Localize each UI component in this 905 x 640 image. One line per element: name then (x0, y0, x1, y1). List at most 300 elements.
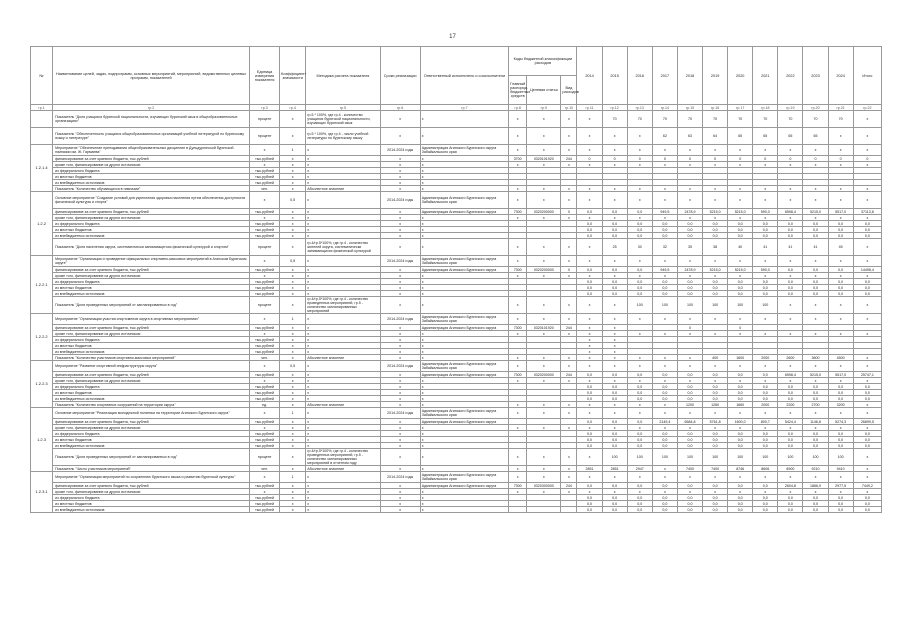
row-grbs: x (509, 239, 527, 256)
row-total: x (853, 378, 881, 384)
row-year-value: x (728, 273, 753, 279)
row-term: 2014-2024 годы (380, 145, 420, 156)
row-total: 0,0 (853, 285, 881, 291)
row-coefficient: x (280, 378, 306, 384)
row-term: x (380, 483, 420, 489)
row-coefficient: x (280, 285, 306, 291)
row-name: из внебюджетных источников (53, 507, 250, 513)
row-code (31, 111, 53, 128)
row-name: из местных бюджетов (53, 285, 250, 291)
row-expense-type (561, 507, 577, 513)
row-term: x (380, 443, 420, 449)
row-year-value: 2478,9 (677, 209, 702, 215)
row-year-value: 5215,0 (728, 209, 753, 215)
row-year-value: x (803, 297, 828, 314)
column-number: гр.22 (853, 105, 881, 111)
row-total: x (853, 273, 881, 279)
row-executor: x (420, 215, 508, 221)
row-unit: тыс.рублей (250, 507, 280, 513)
row-year-value: 25 (602, 239, 627, 256)
row-year-value: 0,0 (753, 221, 778, 227)
row-year-value: x (577, 355, 602, 361)
row-name: из внебюджетных источников (53, 443, 250, 449)
row-year-value: x (577, 256, 602, 267)
row-year-value: 0,0 (803, 285, 828, 291)
row-year-value: 1146,8 (803, 419, 828, 425)
row-grbs: x (509, 449, 527, 466)
row-year-value: 7400 (703, 466, 728, 472)
row-year-value: 0,0 (753, 443, 778, 449)
row-year-value: x (652, 355, 677, 361)
row-year-value: 0,0 (703, 507, 728, 513)
row-year-value: 2947 (627, 466, 652, 472)
row-year-value: 0,0 (703, 279, 728, 285)
row-method: x (306, 425, 380, 431)
row-year-value: 0,0 (703, 495, 728, 501)
row-year-value: x (753, 489, 778, 495)
row-year-value: 0,0 (602, 279, 627, 285)
column-number: гр.4 (280, 105, 306, 111)
row-total: 0,0 (853, 221, 881, 227)
row-executor: x (420, 273, 508, 279)
row-name: кроме того, финансирование из других источников: (53, 489, 250, 495)
row-target-article: x (527, 111, 561, 128)
row-year-value: x (803, 331, 828, 337)
row-executor: x (420, 396, 508, 402)
row-total: 0,0 (853, 390, 881, 396)
row-year-value: 0,0 (577, 419, 602, 425)
row-executor: x (420, 227, 508, 233)
row-year-value: x (778, 331, 803, 337)
column-number: гр.2 (53, 105, 250, 111)
row-name: Показатель "Количество обучающихся в гимназии" (53, 186, 250, 192)
row-name: финансирование за счет краевого бюджета, тыс.рублей (53, 267, 250, 273)
row-unit: x (250, 162, 280, 168)
row-year-value: 0,0 (677, 384, 702, 390)
row-year-value: x (652, 472, 677, 483)
row-total: x (853, 145, 881, 156)
row-name: кроме того, финансирование из других источников: (53, 162, 250, 168)
row-year-value: x (577, 128, 602, 145)
row-method: x (306, 443, 380, 449)
row-method: x (306, 331, 380, 337)
row-method: x (306, 408, 380, 419)
row-coefficient: x (280, 419, 306, 425)
row-year-value: x (778, 192, 803, 209)
row-year-value: 0,0 (602, 372, 627, 378)
row-name: из федерального бюджета (53, 384, 250, 390)
row-method: x (306, 396, 380, 402)
row-year-value: 0,0 (703, 291, 728, 297)
row-method: x (306, 349, 380, 355)
row-target-article: x (527, 408, 561, 419)
row-year-value: x (753, 314, 778, 325)
row-expense-type: x (561, 402, 577, 408)
row-year-value: 949,5 (652, 267, 677, 273)
row-unit: тыс.рублей (250, 227, 280, 233)
row-year-value: x (627, 162, 652, 168)
row-year-value: 0,0 (753, 390, 778, 396)
row-year-value: x (652, 192, 677, 209)
row-year-value: 70 (602, 111, 627, 128)
row-total: 0,0 (853, 495, 881, 501)
row-executor: x (420, 156, 508, 162)
row-year-value: x (828, 378, 853, 384)
row-year-value: x (577, 297, 602, 314)
row-year-value: x (703, 361, 728, 372)
row-year-value: x (703, 186, 728, 192)
row-term: x (380, 180, 420, 186)
row-term: x (380, 291, 420, 297)
row-year-value: 0,0 (728, 227, 753, 233)
row-year-value: 1660 (728, 402, 753, 408)
row-unit: x (250, 145, 280, 156)
row-total: 0,0 (853, 396, 881, 402)
row-unit: процент (250, 128, 280, 145)
row-year-value: x (677, 408, 702, 419)
row-unit: тыс.рублей (250, 431, 280, 437)
row-year-value: x (577, 378, 602, 384)
row-year-value: 0,0 (828, 507, 853, 513)
row-unit: тыс.рублей (250, 443, 280, 449)
row-coefficient: x (280, 483, 306, 489)
row-executor: x (420, 180, 508, 186)
row-year-value: 0,0 (652, 285, 677, 291)
row-year-value: 0,0 (577, 483, 602, 489)
row-unit: чел. (250, 355, 280, 361)
row-expense-type: 0 (561, 267, 577, 273)
header-year: 2020 (728, 47, 753, 105)
column-number: гр.5 (306, 105, 380, 111)
row-year-value: 0,0 (753, 495, 778, 501)
row-year-value: 2851 (602, 466, 627, 472)
row-year-value: x (803, 162, 828, 168)
row-year-value: x (627, 408, 652, 419)
row-year-value: 6598,4 (778, 209, 803, 215)
row-year-value: 6584,8 (677, 419, 702, 425)
row-executor: x (420, 355, 508, 361)
row-name: из местных бюджетов (53, 343, 250, 349)
row-year-value: x (627, 192, 652, 209)
row-target-article: 0320101920 (527, 156, 561, 162)
row-year-value: x (602, 314, 627, 325)
row-year-value: x (652, 145, 677, 156)
row-year-value: x (677, 361, 702, 372)
row-term: x (380, 273, 420, 279)
row-grbs: 7300 (509, 325, 527, 331)
row-total: 0,0 (853, 227, 881, 233)
row-term: x (380, 343, 420, 349)
row-unit: тыс.рублей (250, 233, 280, 239)
row-year-value: 1260 (703, 402, 728, 408)
row-year-value: x (828, 128, 853, 145)
row-year-value: x (652, 314, 677, 325)
row-year-value: 2851 (577, 466, 602, 472)
row-unit: x (250, 192, 280, 209)
row-year-value: x (627, 425, 652, 431)
row-name: Показатель "Обеспеченность учащихся общеобразовательных организаций учебной литературой по бурятскому языку и литературе" (53, 128, 250, 145)
row-year-value: 3600 (803, 355, 828, 361)
row-target-article: x (527, 425, 561, 431)
row-year-value: 0,0 (577, 390, 602, 396)
row-year-value: x (753, 273, 778, 279)
row-year-value: 0,0 (652, 437, 677, 443)
row-year-value: 70 (677, 111, 702, 128)
column-number: гр.14 (652, 105, 677, 111)
row-unit: тыс.рублей (250, 495, 280, 501)
row-year-value: 0,0 (778, 291, 803, 297)
row-year-value: 0,0 (728, 483, 753, 489)
row-total: x (853, 425, 881, 431)
row-total: x (853, 489, 881, 495)
row-name: из федерального бюджета (53, 495, 250, 501)
column-number: гр.21 (828, 105, 853, 111)
row-year-value: x (803, 145, 828, 156)
row-executor: Администрация Агинского Бурятского округа (420, 267, 508, 273)
row-target-article: x (527, 145, 561, 156)
column-number: гр.7 (420, 105, 508, 111)
row-total: x (853, 111, 881, 128)
row-expense-type: x (561, 128, 577, 145)
row-year-value: 0,0 (602, 291, 627, 297)
row-year-value: x (703, 145, 728, 156)
row-unit: тыс.рублей (250, 483, 280, 489)
row-year-value: 70 (803, 111, 828, 128)
row-name: Показатель "Доля населения округа, систематически занимающегося физической культурой и спортом" (53, 239, 250, 256)
row-name: Мероприятие "Организация и проведение официальных спортивно-массовых мероприятий в Агинском Бурятском округе" (53, 256, 250, 267)
row-unit: тыс.рублей (250, 209, 280, 215)
row-year-value: 5215,0 (803, 209, 828, 215)
row-term: x (380, 221, 420, 227)
row-coefficient: 1 (280, 314, 306, 325)
row-year-value: x (728, 256, 753, 267)
row-name: Показатель "Количество участников спортивно-массовых мероприятий" (53, 355, 250, 361)
row-expense-type: 244 (561, 156, 577, 162)
header-year: 2023 (803, 47, 828, 105)
row-year-value: 0,0 (602, 221, 627, 227)
row-year-value: x (803, 489, 828, 495)
row-year-value: 0,0 (803, 390, 828, 396)
row-method: гр.4/гр.5*100%, где гр.4 - количество проведенных мероприятий, гр.5 - количество запланированных мероприятий (306, 297, 380, 314)
row-year-value: x (778, 361, 803, 372)
row-year-value: x (753, 408, 778, 419)
row-unit: x (250, 273, 280, 279)
row-year-value: 0,0 (602, 396, 627, 402)
row-name: из федерального бюджета (53, 431, 250, 437)
row-year-value: x (577, 239, 602, 256)
row-coefficient: x (280, 180, 306, 186)
row-year-value: x (778, 425, 803, 431)
row-total: x (853, 331, 881, 337)
row-year-value: 0,0 (778, 221, 803, 227)
row-executor: Администрация Агинского Бурятского округа (420, 483, 508, 489)
row-total: x (853, 162, 881, 168)
row-target-article (527, 507, 561, 513)
row-code: 1.2.1.4 (31, 145, 53, 192)
row-grbs: x (509, 128, 527, 145)
row-term: x (380, 168, 420, 174)
row-year-value: 0,0 (627, 501, 652, 507)
column-number: гр.20 (803, 105, 828, 111)
row-method: x (306, 361, 380, 372)
table-row (31, 361, 882, 372)
table-row (31, 449, 882, 466)
row-year-value: 0,0 (778, 501, 803, 507)
row-year-value: x (828, 273, 853, 279)
row-name: кроме того, финансирование из других источников: (53, 273, 250, 279)
row-executor: Администрация Агинского Бурятского округа Забайкальского края (420, 472, 508, 483)
row-term: x (380, 156, 420, 162)
row-year-value: x (577, 192, 602, 209)
row-executor: x (420, 111, 508, 128)
row-grbs: x (509, 378, 527, 384)
row-year-value: 1600 (728, 355, 753, 361)
row-year-value: x (828, 186, 853, 192)
row-year-value: x (703, 215, 728, 221)
row-grbs: x (509, 162, 527, 168)
row-coefficient: x (280, 215, 306, 221)
row-year-value: 0,0 (602, 419, 627, 425)
row-year-value: x (627, 472, 652, 483)
row-unit: тыс.рублей (250, 337, 280, 343)
header-row (31, 47, 882, 76)
row-total: 0,0 (853, 437, 881, 443)
row-executor: x (420, 449, 508, 466)
header-year: 2015 (602, 47, 627, 105)
row-executor: x (420, 186, 508, 192)
row-year-value: 800,7 (753, 419, 778, 425)
row-year-value: x (627, 314, 652, 325)
row-coefficient: x (280, 372, 306, 378)
row-year-value: x (728, 408, 753, 419)
row-year-value: 100 (627, 297, 652, 314)
row-year-value: 100 (677, 297, 702, 314)
row-name: Показатель "Доля проведенных мероприятий от запланированных в год" (53, 449, 250, 466)
row-unit: чел. (250, 186, 280, 192)
row-year-value: x (703, 425, 728, 431)
row-unit: тыс.рублей (250, 279, 280, 285)
row-year-value: x (828, 256, 853, 267)
row-method: x (306, 279, 380, 285)
row-expense-type: x (561, 408, 577, 419)
row-year-value: 0,0 (803, 291, 828, 297)
row-term: 2014-2024 годы (380, 472, 420, 483)
row-year-value: x (577, 349, 602, 355)
row-code: 1.2.2 (31, 192, 53, 256)
row-total: 37113,8 (853, 209, 881, 215)
row-expense-type: x (561, 273, 577, 279)
row-year-value: 0,0 (778, 390, 803, 396)
row-year-value: x (753, 162, 778, 168)
row-total: x (853, 408, 881, 419)
row-year-value: x (602, 349, 627, 355)
row-year-value: x (677, 186, 702, 192)
row-year-value: 0,0 (652, 495, 677, 501)
header-coef: Коэффициент значимости (280, 47, 306, 105)
row-year-value: 32 (652, 239, 677, 256)
row-year-value: 0,0 (577, 233, 602, 239)
row-year-value: 41 (753, 239, 778, 256)
row-year-value: 65 (753, 128, 778, 145)
row-name: Основное мероприятие "Создание условий для укрепления здоровья населения путем обеспечения доступности физической культуры и спорта" (53, 192, 250, 209)
row-year-value: 5215,0 (728, 267, 753, 273)
row-name: из местных бюджетов (53, 174, 250, 180)
row-year-value: 0,0 (728, 396, 753, 402)
row-term: x (380, 437, 420, 443)
row-year-value: 0,0 (627, 209, 652, 215)
row-year-value: x (728, 378, 753, 384)
row-year-value: 0 (778, 156, 803, 162)
row-target-article: 0320300000 (527, 483, 561, 489)
row-coefficient: x (280, 355, 306, 361)
row-year-value: 0,0 (627, 419, 652, 425)
row-year-value: 0,0 (627, 267, 652, 273)
row-year-value: x (627, 128, 652, 145)
row-year-value: 2604,8 (778, 483, 803, 489)
row-term: x (380, 162, 420, 168)
row-unit: тыс.рублей (250, 174, 280, 180)
row-target-article: x (527, 378, 561, 384)
row-year-value: 0,0 (803, 279, 828, 285)
row-coefficient: x (280, 174, 306, 180)
header-year: 2017 (652, 47, 677, 105)
row-unit: процент (250, 449, 280, 466)
row-year-value: 4500 (828, 355, 853, 361)
row-year-value: 2000 (753, 402, 778, 408)
row-year-value: 0,0 (652, 390, 677, 396)
row-term: x (380, 449, 420, 466)
row-term: x (380, 239, 420, 256)
row-executor: x (420, 291, 508, 297)
row-year-value: 0,0 (828, 291, 853, 297)
row-year-value: 0,0 (803, 221, 828, 227)
header-year: 2024 (828, 47, 853, 105)
row-year-value: 70 (728, 111, 753, 128)
header-unit: Единица измерения показателя (250, 47, 280, 105)
row-unit: тыс.рублей (250, 180, 280, 186)
row-year-value: 0,0 (828, 267, 853, 273)
row-year-value: x (602, 256, 627, 267)
row-year-value: 0,0 (753, 291, 778, 297)
column-number: гр.13 (627, 105, 652, 111)
row-year-value: 0,0 (627, 396, 652, 402)
table-row (31, 472, 882, 483)
row-year-value: 38 (703, 239, 728, 256)
row-name: из местных бюджетов (53, 390, 250, 396)
row-name: Мероприятие "Развитие спортивной инфраструктуры округа" (53, 361, 250, 372)
row-year-value: 0,0 (577, 227, 602, 233)
row-year-value: x (652, 378, 677, 384)
row-year-value: x (677, 162, 702, 168)
row-year-value: 0,0 (703, 396, 728, 402)
row-unit: x (250, 256, 280, 267)
row-year-value: 2600 (778, 355, 803, 361)
table-row (31, 192, 882, 209)
row-term: x (380, 466, 420, 472)
row-total: 0,0 (853, 279, 881, 285)
row-year-value: 70 (652, 111, 677, 128)
row-year-value: x (577, 337, 602, 343)
row-expense-type: x (561, 331, 577, 337)
row-year-value: x (602, 402, 627, 408)
row-year-value: x (577, 361, 602, 372)
row-year-value: 0,0 (602, 495, 627, 501)
row-year-value: x (778, 215, 803, 221)
row-coefficient: x (280, 325, 306, 331)
header-year: 2021 (753, 47, 778, 105)
row-executor: x (420, 443, 508, 449)
row-year-value: 0,0 (577, 267, 602, 273)
